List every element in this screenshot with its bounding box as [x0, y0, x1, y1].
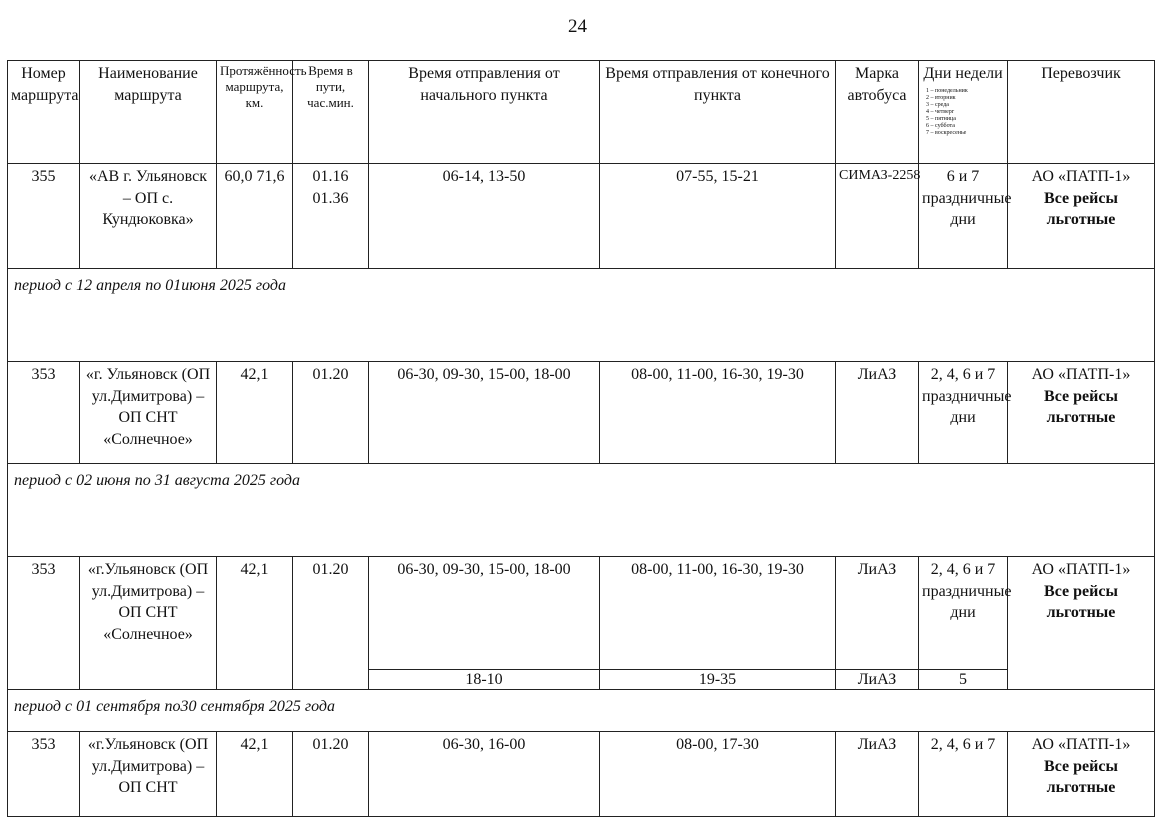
weekdays: 2, 4, 6 и 7 праздничные дни: [919, 362, 1008, 464]
header-length: Протяжённость маршрута, км.: [217, 61, 293, 164]
weekdays: 5: [919, 670, 1008, 690]
legend-item: 5 – пятница: [926, 115, 956, 122]
header-weekdays: [919, 61, 1008, 164]
header-dep-start: Время отправления от начального пункта: [369, 61, 600, 164]
period-row: [8, 464, 1155, 557]
table-row: [8, 362, 1155, 464]
route-length: 42,1: [217, 732, 293, 817]
route-length: 42,1: [217, 362, 293, 464]
legend-item: 6 – суббота: [926, 122, 955, 129]
header-travel-time: Время в пути, час.мин.: [293, 61, 369, 164]
period-label: период с 12 апреля по 01июня 2025 года: [8, 269, 1155, 362]
travel-time: 01.20: [293, 362, 369, 464]
carrier: [1008, 362, 1155, 464]
route-no: 353: [8, 732, 80, 817]
dep-end: 08-00, 11-00, 16-30, 19-30: [600, 557, 836, 670]
period-label: период с 01 сентября по30 сентября 2025 года: [8, 690, 1155, 732]
carrier-note: Все рейсы льготные: [1044, 582, 1118, 621]
legend-item: 3 – среда: [926, 101, 949, 108]
carrier-name: АО «ПАТП-1»: [1031, 366, 1131, 383]
dep-end: 19-35: [600, 670, 836, 690]
carrier-note: Все рейсы льготные: [1044, 757, 1118, 796]
header-route-no: Номер маршрута: [8, 61, 80, 164]
table-row: [8, 732, 1155, 817]
table-row: [8, 164, 1155, 269]
bus-brand: ЛиАЗ: [836, 732, 919, 817]
route-no: 355: [8, 164, 80, 269]
bus-brand: СИМАЗ-2258: [836, 164, 919, 269]
header-row: [8, 61, 1155, 164]
carrier-note: Все рейсы льготные: [1044, 189, 1118, 228]
bus-brand: ЛиАЗ: [836, 670, 919, 690]
dep-start: 06-30, 09-30, 15-00, 18-00: [369, 362, 600, 464]
legend-item: 7 – воскресенье: [926, 129, 967, 136]
period-row: [8, 690, 1155, 732]
route-name: «г.Ульяновск (ОП ул.Димитрова) – ОП СНТ «Солнечное»: [80, 557, 217, 690]
travel-time: 01.20: [293, 732, 369, 817]
carrier: [1008, 557, 1155, 690]
bus-brand: ЛиАЗ: [836, 362, 919, 464]
legend-item: 2 – вторник: [926, 94, 956, 101]
schedule-table: [7, 60, 1155, 817]
header-dep-end: Время отправления от конечного пункта: [600, 61, 836, 164]
dep-start: 06-30, 09-30, 15-00, 18-00: [369, 557, 600, 670]
header-carrier: Перевозчик: [1008, 61, 1155, 164]
period-label: период с 02 июня по 31 августа 2025 года: [8, 464, 1155, 557]
header-bus-brand: Марка автобуса: [836, 61, 919, 164]
travel-time: 01.20: [293, 557, 369, 690]
route-length: 60,0 71,6: [217, 164, 293, 269]
header-route-name: Наименование маршрута: [80, 61, 217, 164]
weekdays: 2, 4, 6 и 7 праздничные дни: [919, 557, 1008, 670]
dep-start: 06-30, 16-00: [369, 732, 600, 817]
route-name: «АВ г. Ульяновск – ОП с. Кундюковка»: [80, 164, 217, 269]
legend-item: 1 – понедельник: [926, 87, 968, 94]
table-row: [8, 557, 1155, 670]
period-row: [8, 269, 1155, 362]
carrier: [1008, 164, 1155, 269]
route-name: «г.Ульяновск (ОП ул.Димитрова) – ОП СНТ: [80, 732, 217, 817]
carrier-name: АО «ПАТП-1»: [1031, 168, 1131, 185]
page-number: 24: [568, 16, 587, 37]
dep-start: 06-14, 13-50: [369, 164, 600, 269]
travel-time: 01.16 01.36: [293, 164, 369, 269]
weekdays: 6 и 7 праздничные дни: [919, 164, 1008, 269]
dep-end: 07-55, 15-21: [600, 164, 836, 269]
route-no: 353: [8, 557, 80, 690]
dep-end: 08-00, 11-00, 16-30, 19-30: [600, 362, 836, 464]
legend-item: 4 – четверг: [926, 108, 955, 115]
carrier-name: АО «ПАТП-1»: [1031, 736, 1131, 753]
route-no: 353: [8, 362, 80, 464]
weekdays: 2, 4, 6 и 7: [919, 732, 1008, 817]
carrier-name: АО «ПАТП-1»: [1031, 561, 1131, 578]
carrier: [1008, 732, 1155, 817]
weekday-legend: [922, 88, 1004, 137]
bus-brand: ЛиАЗ: [836, 557, 919, 670]
carrier-note: Все рейсы льготные: [1044, 387, 1118, 426]
dep-start: 18-10: [369, 670, 600, 690]
dep-end: 08-00, 17-30: [600, 732, 836, 817]
route-name: «г. Ульяновск (ОП ул.Димитрова) – ОП СНТ «Солнечное»: [80, 362, 217, 464]
route-length: 42,1: [217, 557, 293, 690]
header-weekdays-label: Дни недели: [923, 65, 1003, 82]
